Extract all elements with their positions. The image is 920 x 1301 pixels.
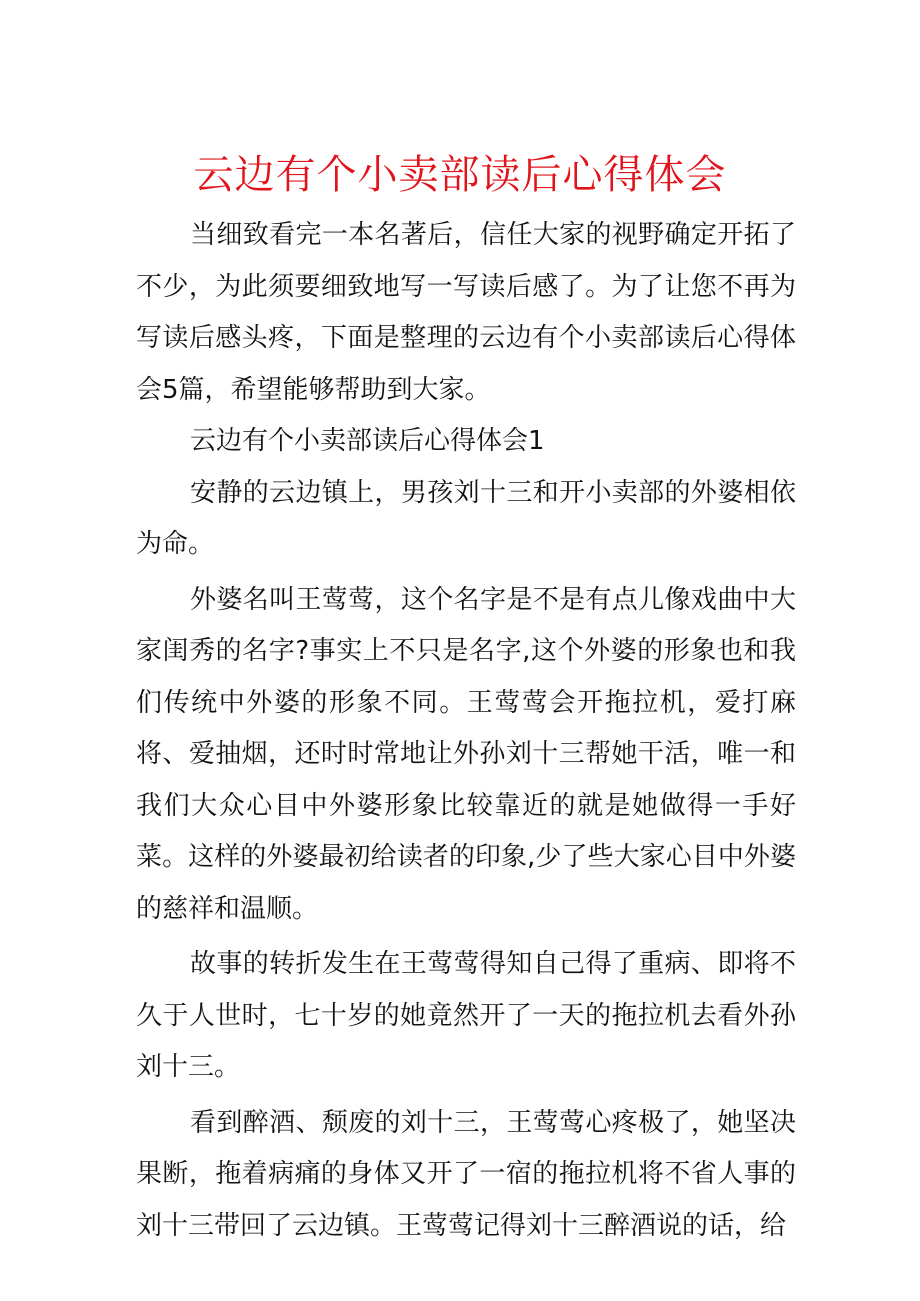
body-paragraph: 看到醉酒、颓废的刘十三，王莺莺心疼极了，她坚决果断，拖着病痛的身体又开了一宿的拖拉机将不省人事的刘十三带回了云边镇。王莺莺记得刘十三醉酒说的话，给 [136, 1107, 796, 1241]
document-title: 云边有个小卖部读后心得体会 [193, 152, 727, 198]
section-heading: 云边有个小卖部读后心得体会1 [190, 426, 545, 456]
document-body [136, 210, 796, 1252]
body-paragraph: 安静的云边镇上，男孩刘十三和开小卖部的外婆相依为命。 [136, 477, 796, 559]
intro-paragraph: 当细致看完一本名著后，信任大家的视野确定开拓了不少，为此须要细致地写一写读后感了。为了让您不再为写读后感头疼，下面是整理的云边有个小卖部读后心得体会5篇，希望能够帮助到大家。 [136, 220, 796, 405]
body-paragraph: 外婆名叫王莺莺，这个名字是不是有点儿像戏曲中大家闺秀的名字?事实上不只是名字,这个外婆的形象也和我们传统中外婆的形象不同。王莺莺会开拖拉机，爱打麻将、爱抽烟，还时时常地让外孙刘十三帮她干活，唯一和我们大众心目中外婆形象比较靠近的就是她做得一手好菜。这样的外婆最初给读者的印象,少了些大家心目中外婆的慈祥和温顺。 [136, 584, 796, 924]
body-paragraph: 故事的转折发生在王莺莺得知自己得了重病、即将不久于人世时，七十岁的她竟然开了一天的拖拉机去看外孙刘十三。 [136, 949, 796, 1082]
